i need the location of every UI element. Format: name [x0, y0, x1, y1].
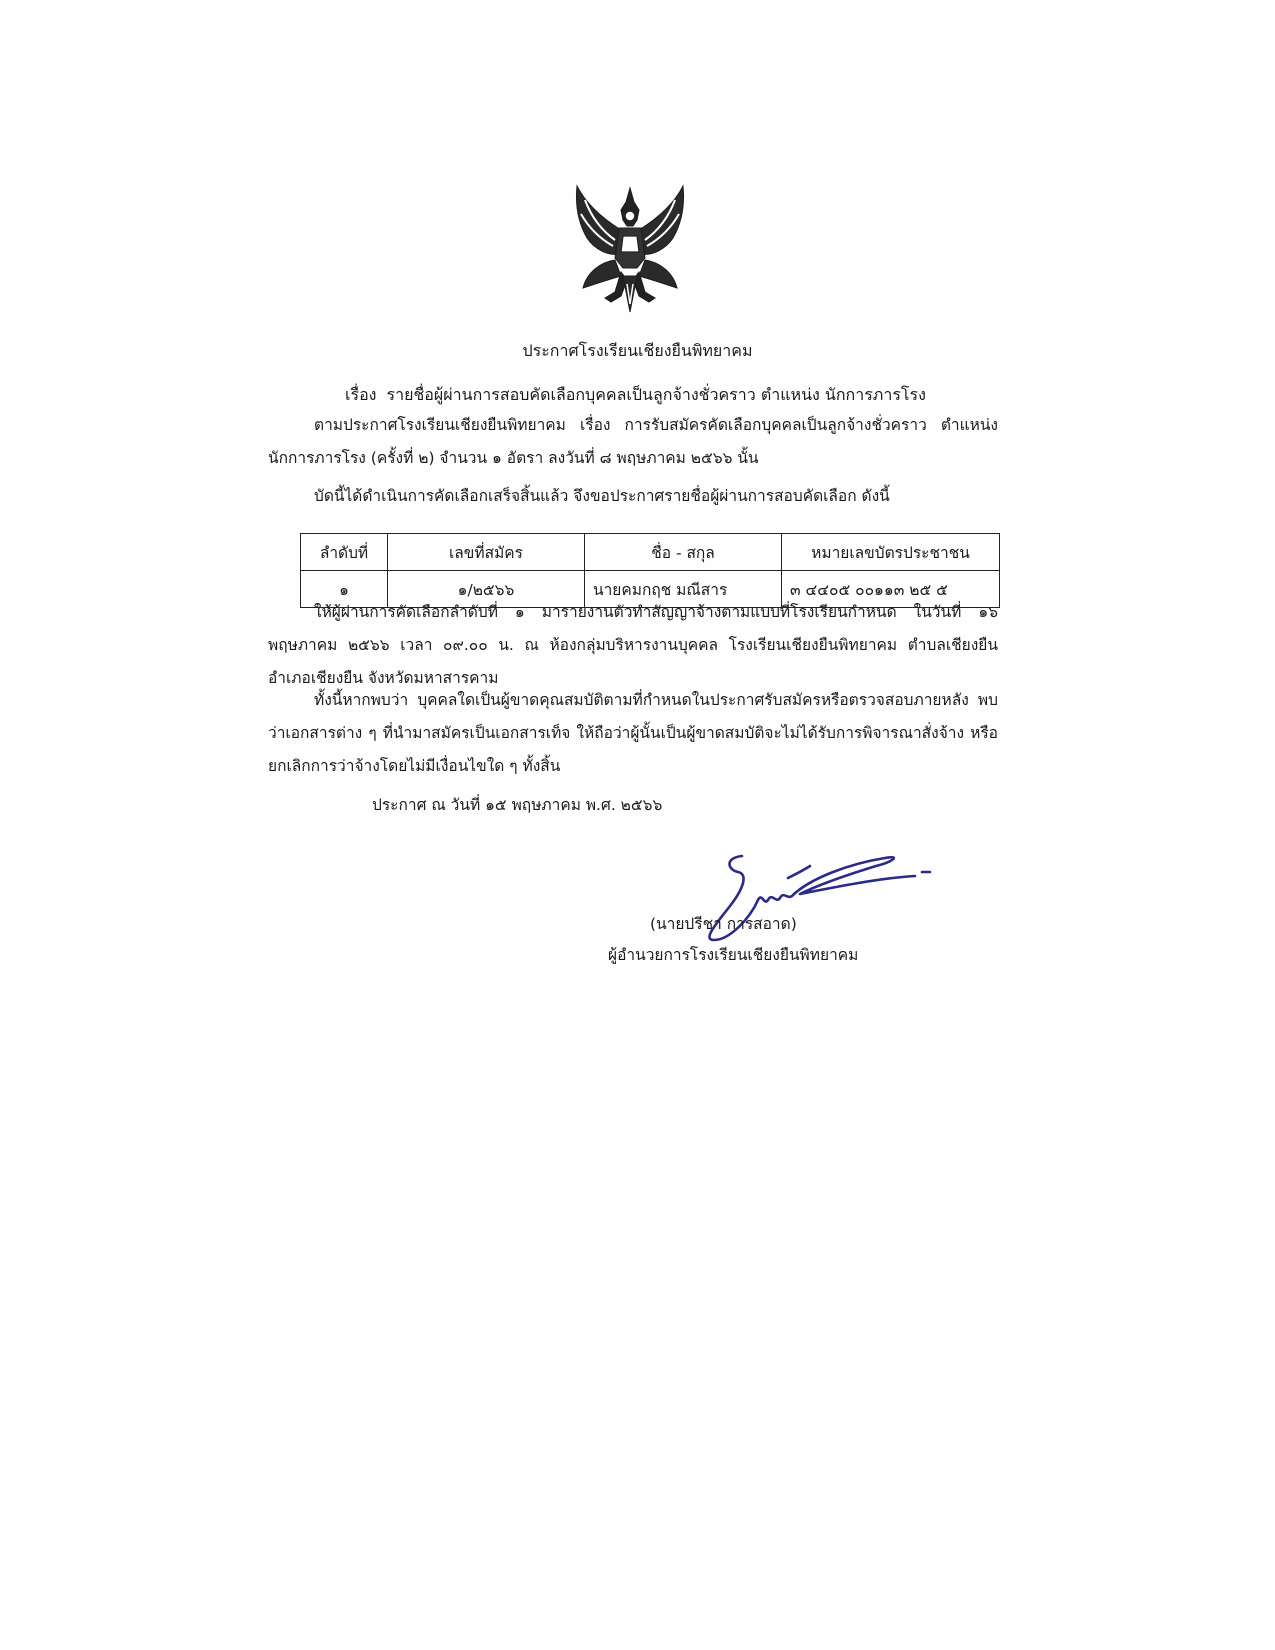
paragraph-announcement-text: บัดนี้ได้ดำเนินการคัดเลือกเสร็จสิ้นแล้ว จึงขอประกาศรายชื่อผู้ผ่านการสอบคัดเลือก ดังนี้ [314, 487, 890, 505]
paragraph-report-instructions [268, 596, 998, 695]
paragraph-disqualification [268, 684, 998, 783]
paragraph-report-text: ให้ผู้ผ่านการคัดเลือกลำดับที่ ๑ มารายงานตัวทำสัญญาจ้างตามแบบที่โรงเรียนกำหนด ในวันที่ ๑๖ พฤษภาคม ๒๕๖๖ เวลา ๐๙.๐๐ น. ณ ห้องกลุ่มบริหารงานบุคคล โรงเรียนเชียงยืนพิทยาคม ตำบลเชียงยืน อำเภอเชียงยืน จังหวัดมหาสารคาม [268, 603, 998, 687]
header-application-no: เลขที่สมัคร [388, 534, 585, 571]
cell-name: นายคมกฤช มณีสาร [585, 571, 782, 608]
header-id-card: หมายเลขบัตรประชาชน [782, 534, 1000, 571]
paragraph-announcement [268, 480, 998, 513]
signer-position: ผู้อำนวยการโรงเรียนเชียงยืนพิทยาคม [608, 946, 859, 964]
cell-application-no: ๑/๒๕๖๖ [388, 571, 585, 608]
cell-id-card: ๓ ๔๔๐๕ ๐๐๑๑๓ ๒๕ ๕ [782, 571, 1000, 608]
issuer-title: ประกาศโรงเรียนเชียงยืนพิทยาคม [522, 341, 753, 360]
subject-line [345, 384, 926, 406]
header-name: ชื่อ - สกุล [585, 534, 782, 571]
paragraph-reference [268, 409, 998, 475]
table-header-row [301, 534, 1000, 571]
cell-order: ๑ [301, 571, 388, 608]
garuda-emblem-icon [565, 180, 695, 315]
handwritten-signature-icon [680, 848, 950, 958]
header-order: ลำดับที่ [301, 534, 388, 571]
subject-label: เรื่อง [345, 385, 377, 404]
announcement-date: ประกาศ ณ วันที่ ๑๕ พฤษภาคม พ.ศ. ๒๕๖๖ [372, 796, 663, 814]
paragraph-disqualification-text: ทั้งนี้หากพบว่า บุคคลใดเป็นผู้ขาดคุณสมบัติตามที่กำหนดในประกาศรับสมัครหรือตรวจสอบภายหลัง พบว่าเอกสารต่าง ๆ ที่นำมาสมัครเป็นเอกสารเท็จ ให้ถือว่าผู้นั้นเป็นผู้ขาดสมบัติจะไม่ได้รับการพิจารณาสั่งจ้าง หรือยกเลิกการว่าจ้างโดยไม่มีเงื่อนไขใด ๆ ทั้งสิ้น [268, 691, 998, 775]
subject-text: รายชื่อผู้ผ่านการสอบคัดเลือกบุคคลเป็นลูกจ้างชั่วคราว ตำแหน่ง นักการภารโรง [386, 385, 926, 404]
signer-name: (นายปรีชา การสอาด) [650, 915, 797, 933]
paragraph-reference-text: ตามประกาศโรงเรียนเชียงยืนพิทยาคม เรื่อง การรับสมัครคัดเลือกบุคคลเป็นลูกจ้างชั่วคราว ตำแหน่ง นักการภารโรง (ครั้งที่ ๒) จำนวน ๑ อัตรา ลงวันที่ ๘ พฤษภาคม ๒๕๖๖ นั้น [268, 416, 998, 467]
